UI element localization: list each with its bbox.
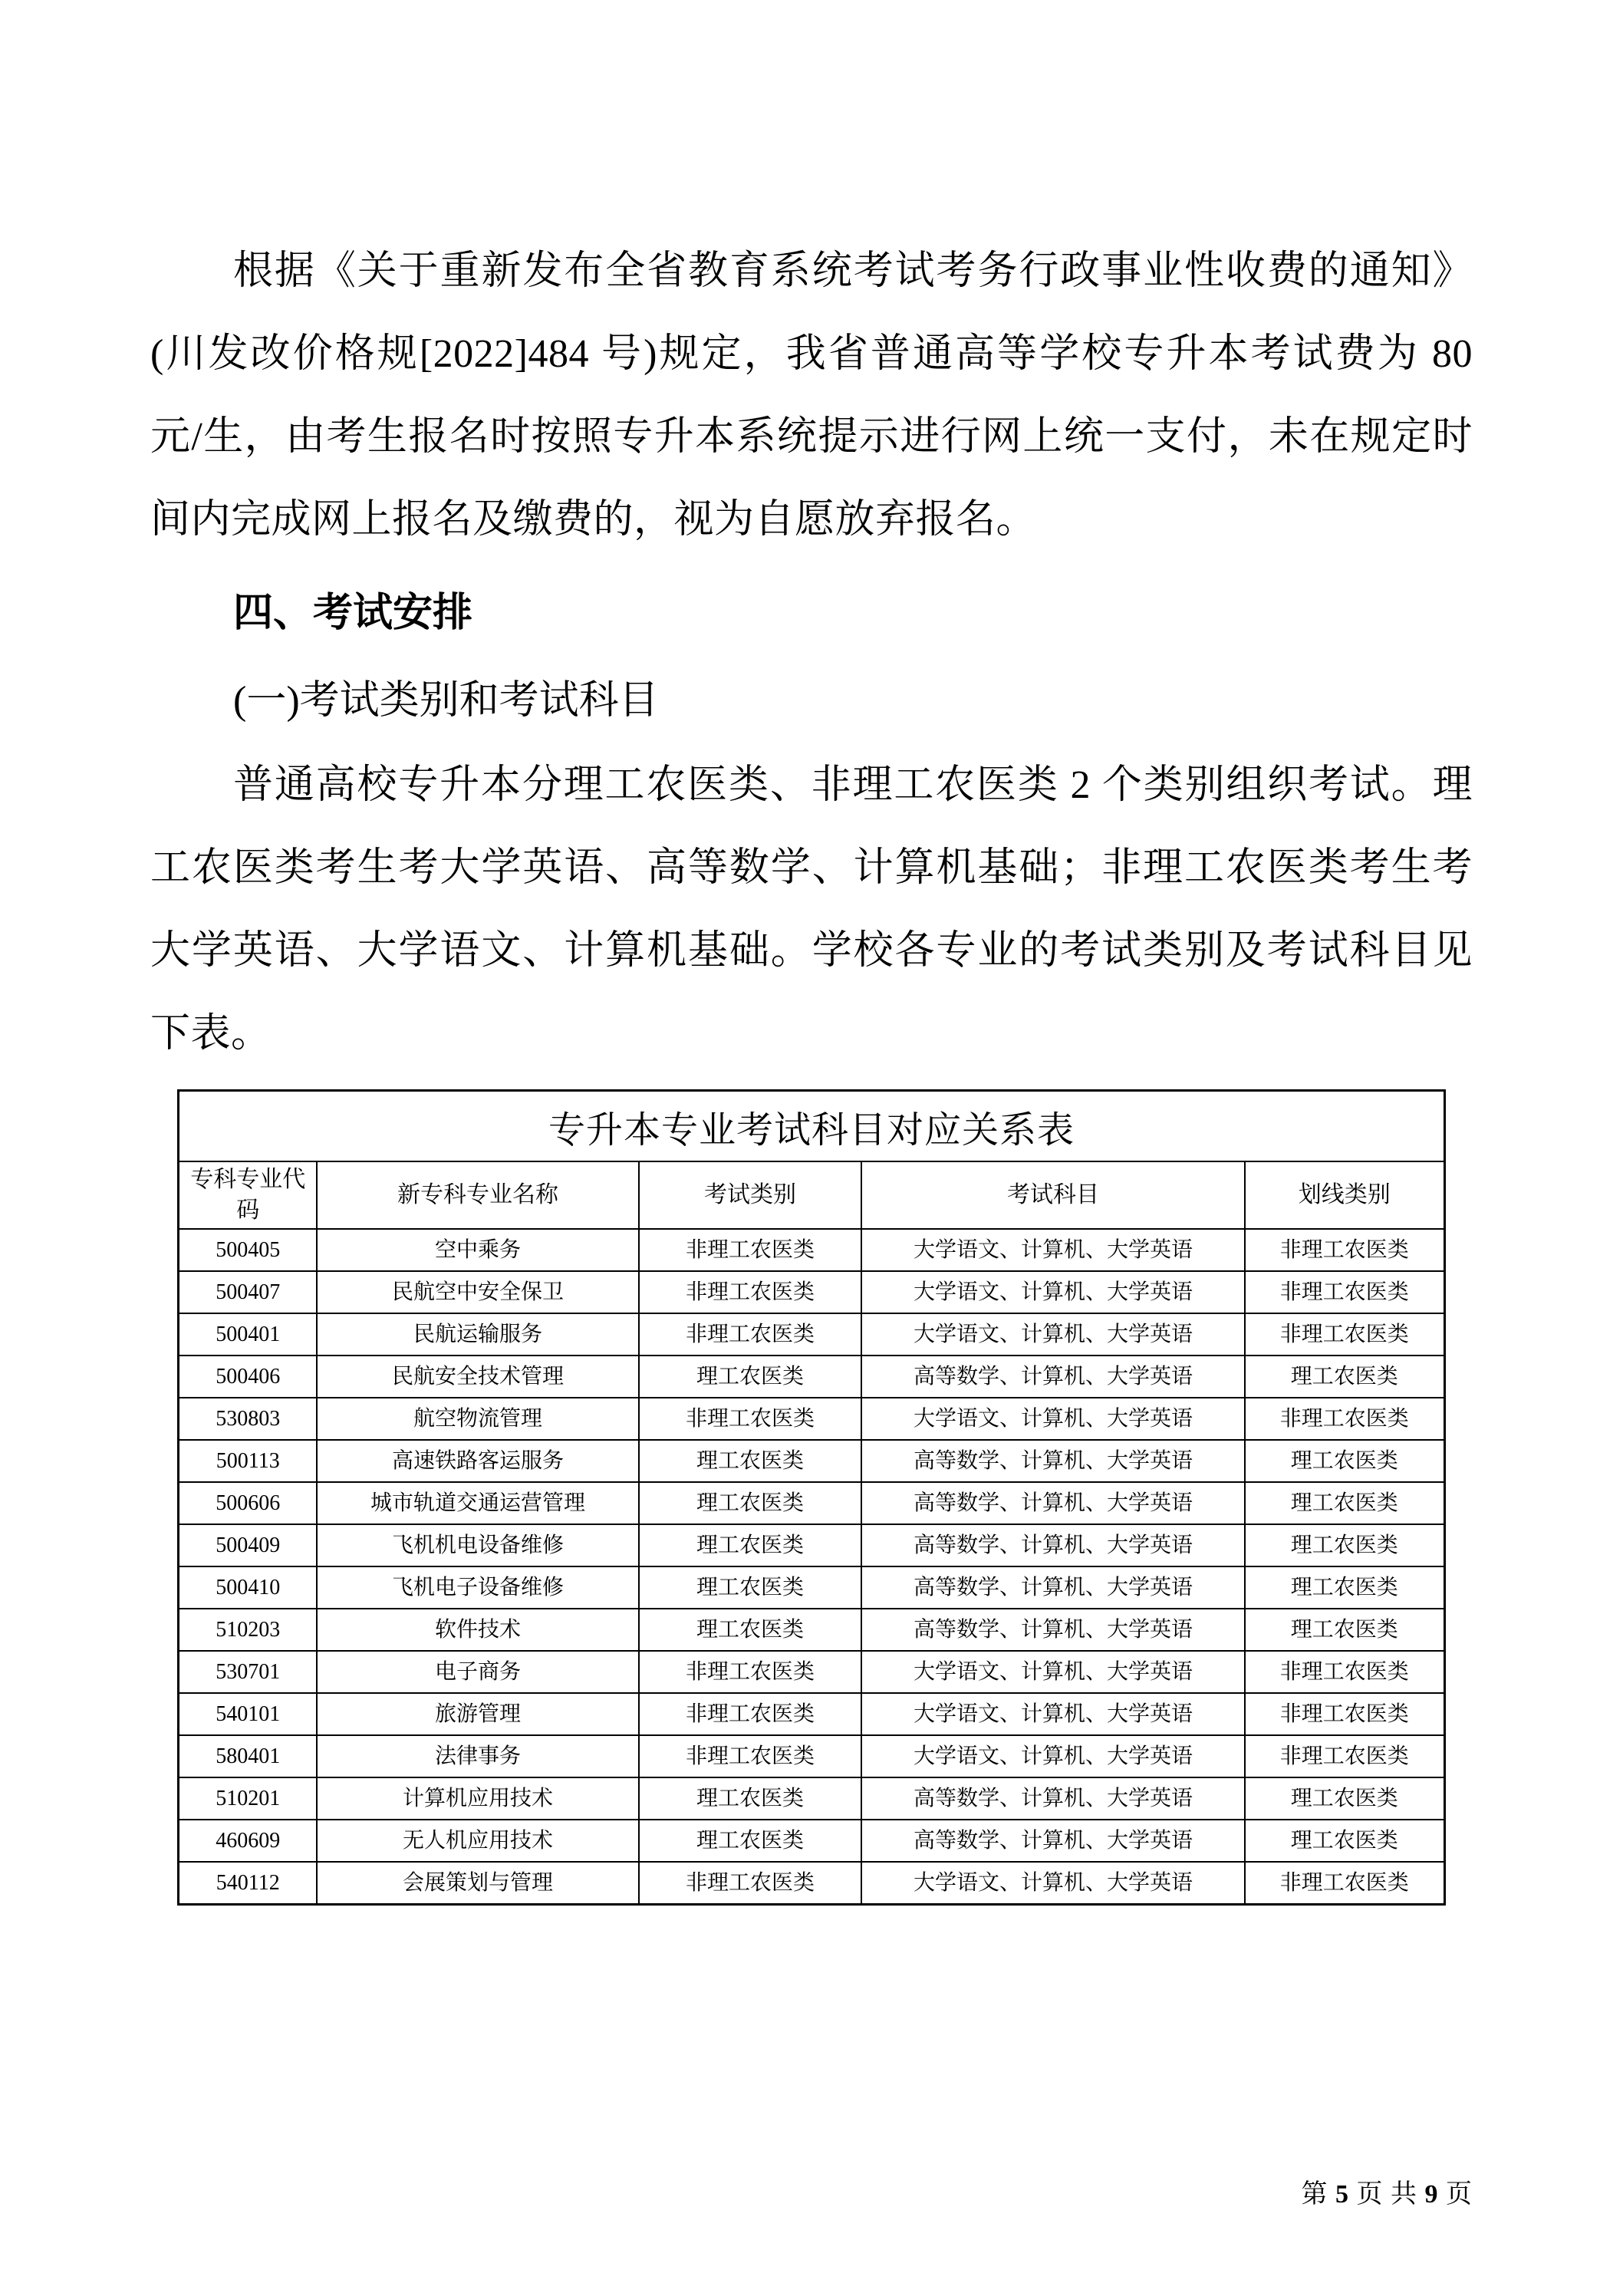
cell-major-code: 540101 [179,1693,317,1735]
table-row [179,1693,1444,1735]
table-row [179,1777,1444,1820]
cell-major-name: 城市轨道交通运营管理 [317,1482,639,1524]
cell-major-name: 飞机机电设备维修 [317,1524,639,1566]
subsection-heading-categories-subjects: (一)考试类别和考试科目 [233,679,659,723]
table-header-cell: 新专科专业名称 [317,1161,639,1229]
cell-exam-subjects: 大学语文、计算机、大学英语 [861,1735,1245,1777]
cell-line-category: 理工农医类 [1245,1482,1444,1524]
cell-major-code: 500410 [179,1566,317,1609]
cell-major-code: 500401 [179,1313,317,1356]
cell-line-category: 理工农医类 [1245,1609,1444,1651]
cell-exam-subjects: 高等数学、计算机、大学英语 [861,1609,1245,1651]
cell-exam-subjects: 大学语文、计算机、大学英语 [861,1271,1245,1313]
cell-exam-category: 理工农医类 [639,1820,861,1862]
cell-line-category: 非理工农医类 [1245,1862,1444,1905]
cell-major-code: 530701 [179,1651,317,1693]
cell-exam-category: 非理工农医类 [639,1735,861,1777]
cell-line-category: 非理工农医类 [1245,1229,1444,1271]
cell-major-code: 500606 [179,1482,317,1524]
table-row [179,1820,1444,1862]
cell-major-name: 软件技术 [317,1609,639,1651]
cell-major-name: 空中乘务 [317,1229,639,1271]
table-title: 专升本专业考试科目对应关系表 [179,1091,1444,1162]
cell-line-category: 非理工农医类 [1245,1735,1444,1777]
cell-line-category: 理工农医类 [1245,1566,1444,1609]
paragraph-fee-notice: 根据《关于重新发布全省教育系统考试考务行政事业性收费的通知》(川发改价格规[2022]484 号)规定，我省普通高等学校专升本考试费为 80 元/生，由考生报名时按照专升本系统提示进行网上统一支付，未在规定时间内完成网上报名及缴费的，视为自愿放弃报名。 [150,249,1473,542]
footer-middle: 页 共 [1356,2180,1417,2209]
cell-exam-category: 非理工农医类 [639,1313,861,1356]
cell-major-code: 540112 [179,1862,317,1905]
table-row [179,1609,1444,1651]
cell-exam-subjects: 高等数学、计算机、大学英语 [861,1524,1245,1566]
table-row [179,1313,1444,1356]
cell-major-name: 民航空中安全保卫 [317,1271,639,1313]
footer-current-page: 5 [1335,2180,1349,2209]
table-row [179,1229,1444,1271]
table-header-cell: 考试科目 [861,1161,1245,1229]
cell-major-name: 计算机应用技术 [317,1777,639,1820]
cell-exam-category: 理工农医类 [639,1566,861,1609]
table-row [179,1862,1444,1905]
cell-exam-subjects: 大学语文、计算机、大学英语 [861,1229,1245,1271]
cell-exam-category: 非理工农医类 [639,1271,861,1313]
table-row [179,1398,1444,1440]
cell-major-name: 飞机电子设备维修 [317,1566,639,1609]
cell-major-code: 500409 [179,1524,317,1566]
table-header-cell: 专科专业代码 [179,1161,317,1229]
cell-line-category: 非理工农医类 [1245,1313,1444,1356]
cell-line-category: 非理工农医类 [1245,1271,1444,1313]
cell-major-code: 460609 [179,1820,317,1862]
cell-line-category: 理工农医类 [1245,1777,1444,1820]
cell-exam-category: 理工农医类 [639,1440,861,1482]
footer-total-pages: 9 [1424,2180,1439,2209]
cell-exam-category: 非理工农医类 [639,1862,861,1905]
cell-major-name: 旅游管理 [317,1693,639,1735]
cell-line-category: 非理工农医类 [1245,1693,1444,1735]
cell-exam-subjects: 大学语文、计算机、大学英语 [861,1862,1245,1905]
cell-exam-category: 非理工农医类 [639,1651,861,1693]
cell-exam-subjects: 高等数学、计算机、大学英语 [861,1440,1245,1482]
cell-major-code: 500407 [179,1271,317,1313]
cell-major-code: 530803 [179,1398,317,1440]
paragraph-exam-categories: 普通高校专升本分理工农医类、非理工农医类 2 个类别组织考试。理工农医类考生考大学英语、高等数学、计算机基础；非理工农医类考生考大学英语、大学语文、计算机基础。学校各专业的考试类别及考试科目见下表。 [150,763,1473,1056]
subject-correspondence-table [177,1089,1445,1906]
table-row [179,1356,1444,1398]
cell-exam-category: 理工农医类 [639,1524,861,1566]
cell-exam-subjects: 高等数学、计算机、大学英语 [861,1777,1245,1820]
cell-exam-category: 理工农医类 [639,1356,861,1398]
cell-exam-subjects: 大学语文、计算机、大学英语 [861,1693,1245,1735]
cell-exam-subjects: 大学语文、计算机、大学英语 [861,1398,1245,1440]
cell-line-category: 非理工农医类 [1245,1398,1444,1440]
cell-exam-subjects: 高等数学、计算机、大学英语 [861,1566,1245,1609]
table-header-cell: 考试类别 [639,1161,861,1229]
cell-major-code: 500113 [179,1440,317,1482]
table-title-row [179,1091,1444,1162]
cell-exam-category: 非理工农医类 [639,1693,861,1735]
table-row [179,1524,1444,1566]
table-row [179,1651,1444,1693]
cell-exam-category: 非理工农医类 [639,1398,861,1440]
page-footer [1302,2172,1473,2210]
cell-major-name: 航空物流管理 [317,1398,639,1440]
cell-major-name: 无人机应用技术 [317,1820,639,1862]
table-header-cell: 划线类别 [1245,1161,1444,1229]
table-header-row [179,1161,1444,1229]
table-row [179,1735,1444,1777]
cell-major-code: 500406 [179,1356,317,1398]
cell-exam-subjects: 高等数学、计算机、大学英语 [861,1356,1245,1398]
cell-line-category: 非理工农医类 [1245,1651,1444,1693]
footer-prefix: 第 [1301,2180,1328,2209]
section-heading-exam-arrangement: 四、考试安排 [233,591,473,635]
cell-exam-subjects: 大学语文、计算机、大学英语 [861,1651,1245,1693]
cell-major-name: 法律事务 [317,1735,639,1777]
cell-exam-subjects: 大学语文、计算机、大学英语 [861,1313,1245,1356]
cell-exam-category: 理工农医类 [639,1482,861,1524]
cell-major-code: 510201 [179,1777,317,1820]
cell-major-name: 民航运输服务 [317,1313,639,1356]
cell-major-name: 高速铁路客运服务 [317,1440,639,1482]
table-row [179,1271,1444,1313]
cell-major-name: 民航安全技术管理 [317,1356,639,1398]
cell-line-category: 理工农医类 [1245,1524,1444,1566]
cell-major-code: 580401 [179,1735,317,1777]
cell-exam-category: 理工农医类 [639,1777,861,1820]
cell-line-category: 理工农医类 [1245,1440,1444,1482]
cell-major-code: 510203 [179,1609,317,1651]
cell-major-name: 电子商务 [317,1651,639,1693]
table-row [179,1440,1444,1482]
cell-major-name: 会展策划与管理 [317,1862,639,1905]
cell-exam-category: 理工农医类 [639,1609,861,1651]
table-row [179,1566,1444,1609]
cell-exam-category: 非理工农医类 [639,1229,861,1271]
cell-exam-subjects: 高等数学、计算机、大学英语 [861,1820,1245,1862]
table-row [179,1482,1444,1524]
cell-line-category: 理工农医类 [1245,1356,1444,1398]
footer-suffix: 页 [1446,2180,1473,2209]
cell-line-category: 理工农医类 [1245,1820,1444,1862]
cell-major-code: 500405 [179,1229,317,1271]
cell-exam-subjects: 高等数学、计算机、大学英语 [861,1482,1245,1524]
